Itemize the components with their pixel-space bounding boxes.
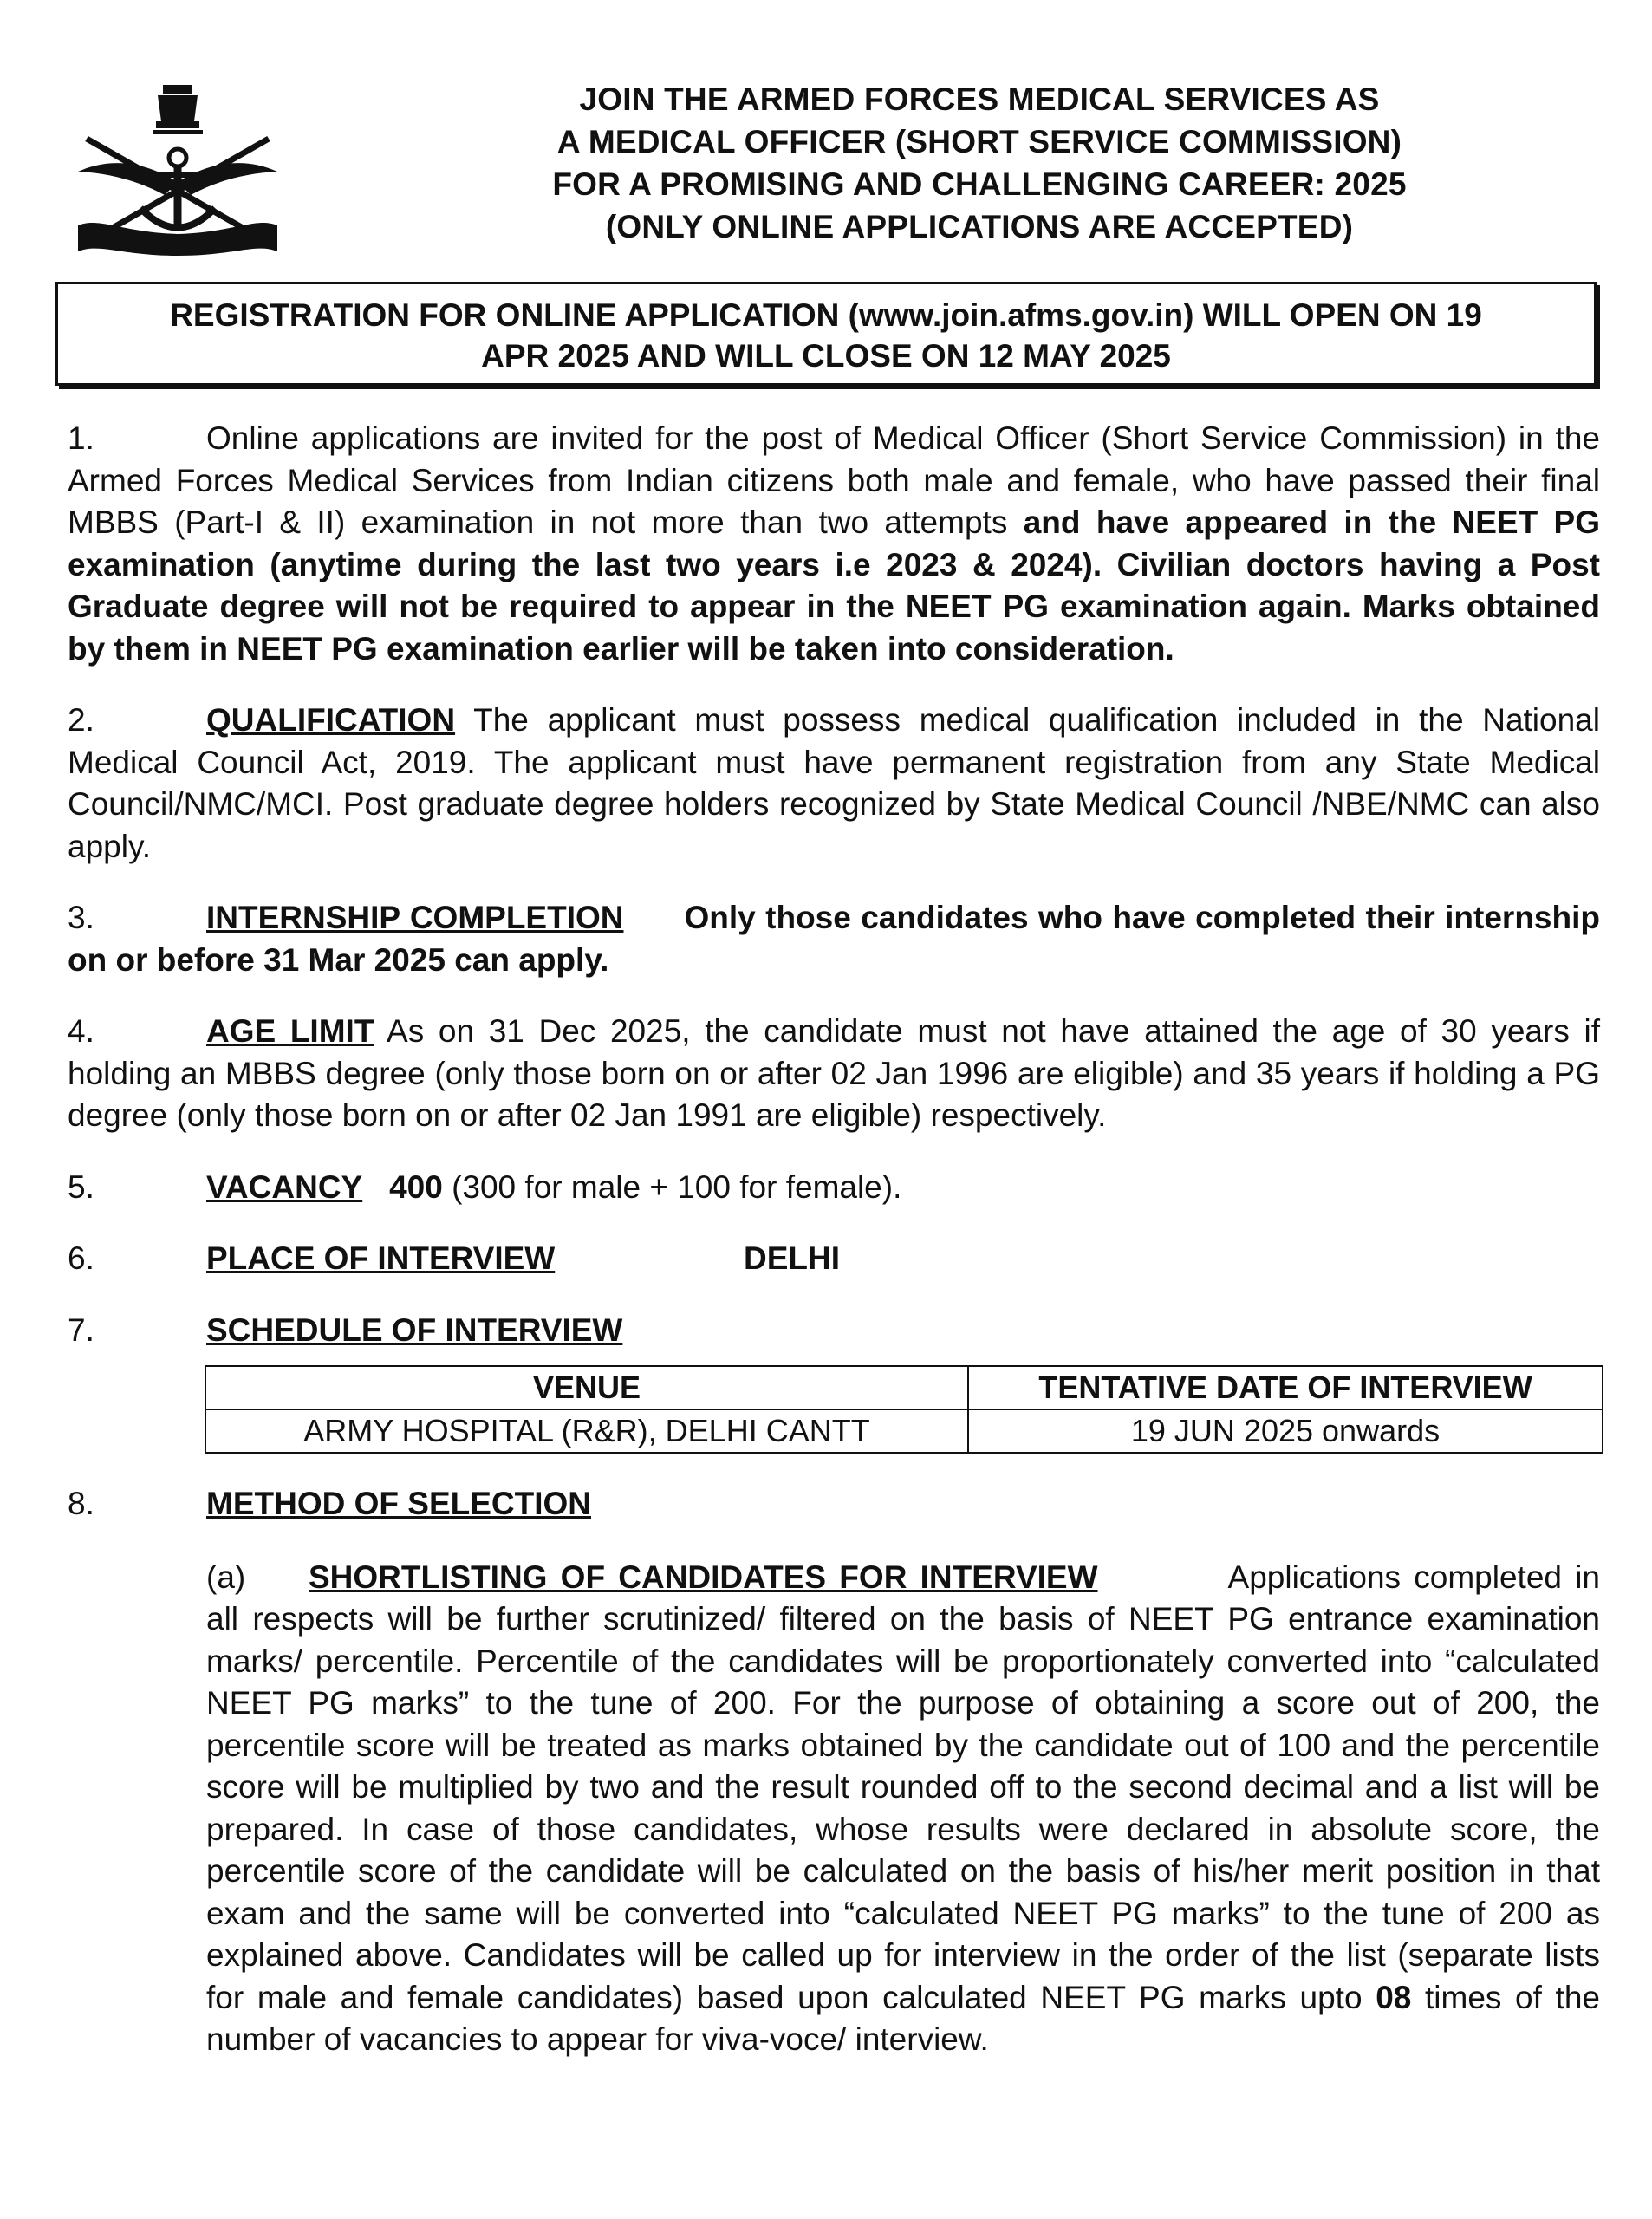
subsection-text: Applications completed in all respects will be further scrutinized/ filtered on the basis of NEET PG entrance examination marks/ percentile. Percentile of the candidates will be proportionately converted into “calculated NEET PG marks” to the tune of 200. For the purpose of obtaining a score out of 200, the percentile score will be treated as marks obtained by the candidate out of 100 and the percentile score will be multiplied by two and the result rounded off to the second decimal and a list will be prepared. In case of those candidates, whose results were declared in absolute score, the percentile score of the candidate will be calculated on the basis of his/her merit position in that exam and the same will be converted into “calculated NEET PG marks” to the tune of 200 as explained above. Candidates will be called up for interview in the order of the list (separate lists for male and female candidates) based upon calculated NEET PG marks upto bbox=[206, 1559, 1600, 2015]
section-heading: INTERNSHIP COMPLETION bbox=[206, 900, 624, 935]
header-line: A MEDICAL OFFICER (SHORT SERVICE COMMISSION) bbox=[556, 124, 1402, 159]
venue-column-header: VENUE bbox=[205, 1366, 968, 1409]
section-heading: PLACE OF INTERVIEW bbox=[206, 1240, 556, 1276]
table-row bbox=[205, 1409, 1603, 1453]
vacancy-count: 400 bbox=[389, 1168, 443, 1205]
section-text: The applicant must possess medical qualification included in the National Medical Council Act, 2019. The applicant must have permanent registration from any State Medical Council/NMC/MCI. Post graduate degree holders recognized by State Medical Council /NBE/NMC can also apply. bbox=[68, 702, 1600, 864]
date-cell: 19 JUN 2025 onwards bbox=[968, 1409, 1603, 1453]
section-number: 2. bbox=[68, 702, 94, 738]
date-column-header: TENTATIVE DATE OF INTERVIEW bbox=[968, 1366, 1603, 1409]
section-heading: SCHEDULE OF INTERVIEW bbox=[206, 1311, 623, 1348]
section-heading: QUALIFICATION bbox=[206, 702, 456, 738]
section-2 bbox=[68, 700, 1600, 868]
header-line: FOR A PROMISING AND CHALLENGING CAREER: 2025 bbox=[552, 166, 1407, 202]
section-number: 4. bbox=[68, 1013, 94, 1049]
notice-header bbox=[399, 78, 1560, 248]
section-heading: METHOD OF SELECTION bbox=[206, 1486, 591, 1521]
section-bold-text: and have appeared in the NEET PG examination (anytime during the last two years i.e 2023 & 2024). Civilian doctors having a Post Graduate degree will not be required to appear in the NEET PG examination again. Marks obtained by them in NEET PG examination earlier will be taken into consideration. bbox=[68, 504, 1601, 667]
interview-schedule-table bbox=[205, 1365, 1603, 1454]
subsection-a bbox=[206, 1557, 1600, 2061]
section-bold-text: Only those candidates who have completed their internship on or before 31 Mar 2025 can apply. bbox=[68, 900, 1600, 978]
section-number: 3. bbox=[68, 900, 94, 935]
section-number: 7. bbox=[68, 1311, 94, 1348]
section-3 bbox=[68, 897, 1600, 981]
section-1 bbox=[68, 418, 1600, 670]
section-text: Online applications are invited for the post of Medical Officer (Short Service Commission) in the Armed Forces Medical Services from Indian citizens both male and female, who have passed their final MBBS (Part-I & II) examination in not more than two attempts bbox=[68, 420, 1600, 540]
section-4 bbox=[68, 1011, 1600, 1137]
section-7 bbox=[68, 1310, 1600, 1352]
registration-line-1: REGISTRATION FOR ONLINE APPLICATION (www.join.afms.gov.in) WILL OPEN ON 19 bbox=[170, 297, 1482, 333]
table-header-row bbox=[205, 1366, 1603, 1409]
subsection-text-end: times of the number of vacancies to appear for viva-voce/ interview. bbox=[206, 1979, 1600, 2057]
section-8 bbox=[68, 1483, 1600, 1526]
section-number: 8. bbox=[68, 1486, 94, 1521]
section-number: 1. bbox=[68, 420, 94, 456]
interview-place: DELHI bbox=[744, 1240, 840, 1276]
section-heading: VACANCY bbox=[206, 1168, 363, 1205]
registration-line-2: APR 2025 AND WILL CLOSE ON 12 MAY 2025 bbox=[481, 338, 1171, 374]
section-text: (300 for male + 100 for female). bbox=[452, 1168, 902, 1205]
section-heading: AGE LIMIT bbox=[206, 1013, 374, 1049]
section-number: 6. bbox=[68, 1240, 94, 1276]
header-line: (ONLY ONLINE APPLICATIONS ARE ACCEPTED) bbox=[605, 209, 1354, 244]
header-line: JOIN THE ARMED FORCES MEDICAL SERVICES AS bbox=[579, 81, 1380, 117]
subsection-heading: SHORTLISTING OF CANDIDATES FOR INTERVIEW bbox=[309, 1559, 1098, 1595]
subsection-label: (a) bbox=[206, 1559, 246, 1595]
venue-cell: ARMY HOSPITAL (R&R), DELHI CANTT bbox=[205, 1409, 968, 1453]
registration-box bbox=[55, 282, 1597, 386]
section-5 bbox=[68, 1167, 1600, 1209]
section-number: 5. bbox=[68, 1168, 94, 1205]
notice-body bbox=[68, 418, 1600, 2091]
section-text: As on 31 Dec 2025, the candidate must not have attained the age of 30 years if holding an MBBS degree (only those born on or after 02 Jan 1996 are eligible) and 35 years if holding a PG degree (only those born on or after 02 Jan 1991 are eligible) respectively. bbox=[68, 1013, 1600, 1133]
subsection-bold-value: 08 bbox=[1376, 1979, 1412, 2015]
afms-emblem-icon bbox=[61, 78, 295, 260]
section-6 bbox=[68, 1238, 1600, 1280]
